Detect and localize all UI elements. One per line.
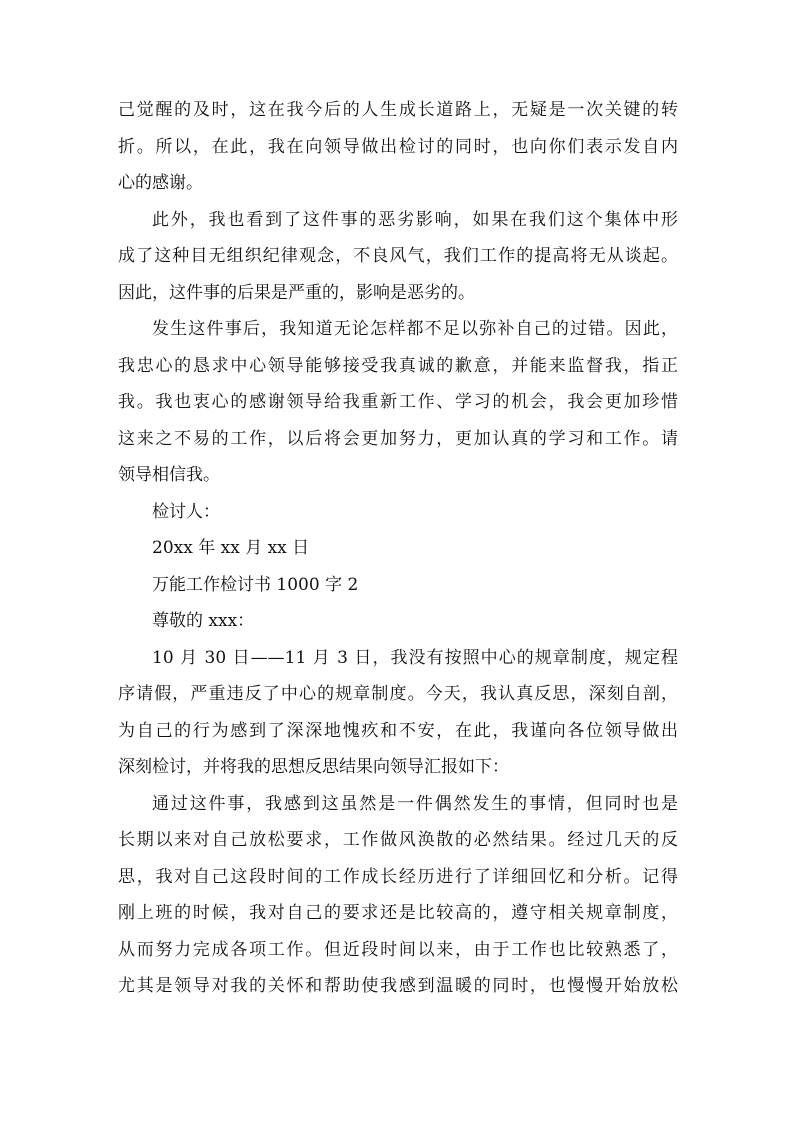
section-title: 万能工作检讨书 1000 字 2: [152, 574, 359, 595]
text-line: 尤其是领导对我的关怀和帮助使我感到温暖的同时，也慢慢开始放松: [118, 976, 678, 996]
text-line: 10 月 30 日——11 月 3 日，我没有按照中心的规章制度，规定程: [152, 647, 678, 668]
text-line: 这来之不易的工作，以后将会更加努力，更加认真的学习和工作。请: [118, 428, 678, 449]
text-line: 领导相信我。: [118, 465, 220, 485]
text-line: 我。我也衷心的感谢领导给我重新工作、学习的机会，我会更加珍惜: [118, 392, 678, 412]
text-line: 发生这件事后，我知道无论怎样都不足以弥补自己的过错。因此，: [152, 319, 678, 339]
text-line: 此外，我也看到了这件事的恶劣影响，如果在我们这个集体中形: [152, 209, 678, 230]
text-line: 折。所以，在此，我在向领导做出检讨的同时，也向你们表示发自内: [118, 136, 678, 157]
salutation: 尊敬的 xxx：: [152, 611, 255, 631]
signer-label: 检讨人：: [152, 501, 220, 522]
text-line: 为自己的行为感到了深深地愧疚和不安，在此，我谨向各位领导做出: [118, 720, 678, 741]
text-line: 己觉醒的及时，这在我今后的人生成长道路上，无疑是一次关键的转: [118, 100, 678, 120]
text-line: 刚上班的时候，我对自己的要求还是比较高的，遵守相关规章制度，: [118, 903, 678, 923]
text-line: 思，我对自己这段时间的工作成长经历进行了详细回忆和分析。记得: [118, 866, 678, 887]
text-line: 心的感谢。: [118, 173, 203, 193]
text-line: 深刻检讨，并将我的思想反思结果向领导汇报如下：: [118, 757, 509, 777]
text-line: 通过这件事，我感到这虽然是一件偶然发生的事情，但同时也是: [152, 793, 678, 814]
text-line: 从而努力完成各项工作。但近段时间以来，由于工作也比较熟悉了，: [118, 939, 678, 960]
text-line: 因此，这件事的后果是严重的，影响是恶劣的。: [118, 282, 475, 303]
date-line: 20xx 年 xx 月 xx 日: [152, 538, 310, 558]
text-line: 我忠心的恳求中心领导能够接受我真诚的歉意，并能来监督我，指正: [118, 355, 678, 376]
text-line: 长期以来对自己放松要求，工作做风涣散的必然结果。经过几天的反: [118, 830, 678, 850]
text-line: 成了这种目无组织纪律观念，不良风气，我们工作的提高将无从谈起。: [118, 246, 678, 266]
document-page: [118, 92, 678, 1005]
text-line: 序请假，严重违反了中心的规章制度。今天，我认真反思，深刻自剖，: [118, 684, 678, 704]
